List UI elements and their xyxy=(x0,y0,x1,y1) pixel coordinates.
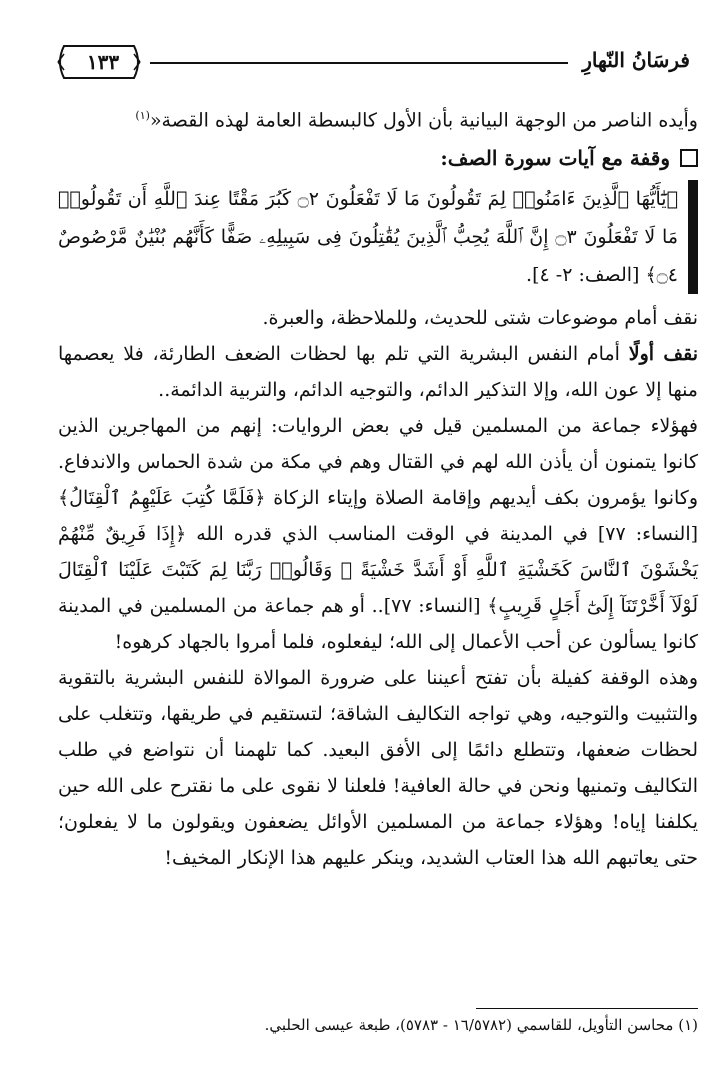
quote-bar xyxy=(688,180,698,294)
paragraph-muslims: فهؤلاء جماعة من المسلمين قيل في بعض الروايات: إنهم من المهاجرين الذين كانوا يتمنون أن يأذن الله لهم في القتال وهم في مكة من شدة الحماس والاندفاع. وكانوا يؤمرون بكف أيديهم وإقامة الصلاة وإيتاء الزكاة ﴿فَلَمَّا كُتِبَ عَلَيْهِمُ ٱلْقِتَالُ﴾ [النساء: ٧٧] في المدينة في الوقت المناسب الذي قدره الله ﴿إِذَا فَرِيقٌ مِّنْهُمْ يَخْشَوْنَ ٱلنَّاسَ كَخَشْيَةِ ٱللَّهِ أَوْ أَشَدَّ خَشْيَةً ۚ وَقَالُوا۟ رَبَّنَا لِمَ كَتَبْتَ عَلَيْنَا ٱلْقِتَالَ لَوْلَآ أَخَّرْتَنَآ إِلَىٰٓ أَجَلٍ قَرِيبٍ﴾ [النساء: ٧٧].. أو هم جماعة من المسلمين في المدينة كانوا يسألون عن أحب الأعمال إلى الله؛ ليفعلوه، فلما أمروا بالجهاد كرهوه! xyxy=(58,415,699,654)
header-rule xyxy=(150,62,568,64)
quran-quote: ﴿يَٰٓأَيُّهَا ٱلَّذِينَ ءَامَنُوا۟ لِمَ تَقُولُونَ مَا لَا تَفْعَلُونَ ۝٢ كَبُرَ مَقْتًا عِندَ ٱللَّهِ أَن تَقُولُوا۟ مَا لَا تَفْعَلُونَ ۝٣ إِنَّ ٱللَّهَ يُحِبُّ ٱلَّذِينَ يُقَٰتِلُونَ فِى سَبِيلِهِۦ صَفًّا كَأَنَّهُم بُنْيَٰنٌ مَّرْصُوصٌ ۝٤﴾ [الصف: ٢- ٤]. xyxy=(58,188,678,287)
section-heading xyxy=(58,140,698,176)
footnote-rule xyxy=(476,1008,698,1009)
footnote-ref: (١) xyxy=(135,109,150,122)
paragraph-topics: نقف أمام موضوعات شتى للحديث، وللملاحظة، والعبرة. xyxy=(262,307,698,330)
paragraph-first-stop xyxy=(58,336,698,408)
section-title: وقفة مع آيات سورة الصف: xyxy=(440,146,670,171)
first-stop-lead: نقف أولًا xyxy=(628,343,698,366)
quran-quote-block xyxy=(58,180,698,294)
paragraph-intro-text: وأيده الناصر من الوجهة البيانية بأن الأول كالبسطة العامة لهذه القصة« xyxy=(149,109,698,132)
paragraph-intro xyxy=(58,98,698,138)
paragraph-reflection: وهذه الوقفة كفيلة بأن تفتح أعيننا على ضرورة الموالاة للنفس البشرية بالتقوية والتثبيت والتوجيه، وهي تواجه التكاليف الشاقة؛ لتستقيم في طريقها، وتتغلب على لحظات ضعفها، وتتطلع دائمًا إلى الأفق البعيد. كما تلهمنا أن نتواضع في طلب التكاليف وتمنيها ونحن في حالة العافية! فلعلنا لا نقوى على ما نقترح على الله حين يكلفنا إياه! وهؤلاء جماعة من المسلمين الأوائل يضعفون ويقولون ما لا يفعلون؛ حتى يعاتبهم الله هذا العتاب الشديد، وينكر عليهم هذا الإنكار المخيف! xyxy=(58,667,698,870)
main-text xyxy=(58,98,698,876)
page-number: ١٣٣ xyxy=(86,50,120,74)
footnote: (١) محاسن التأويل، للقاسمي (١٦/٥٧٨٢ - ٥٧٨٣)، طبعة عيسى الحلبي. xyxy=(264,1016,698,1034)
square-bullet-icon xyxy=(680,149,698,167)
running-title: فرسَانُ النّهارِ xyxy=(582,48,690,72)
page-header xyxy=(58,44,690,80)
first-stop-text: أمام النفس البشرية التي تلم بها لحظات الضعف الطارئة، فلا يعصمها منها إلا عون الله، وإلا التذكير الدائم، والتوجيه الدائم، والتربية الدائمة.. xyxy=(58,343,698,402)
